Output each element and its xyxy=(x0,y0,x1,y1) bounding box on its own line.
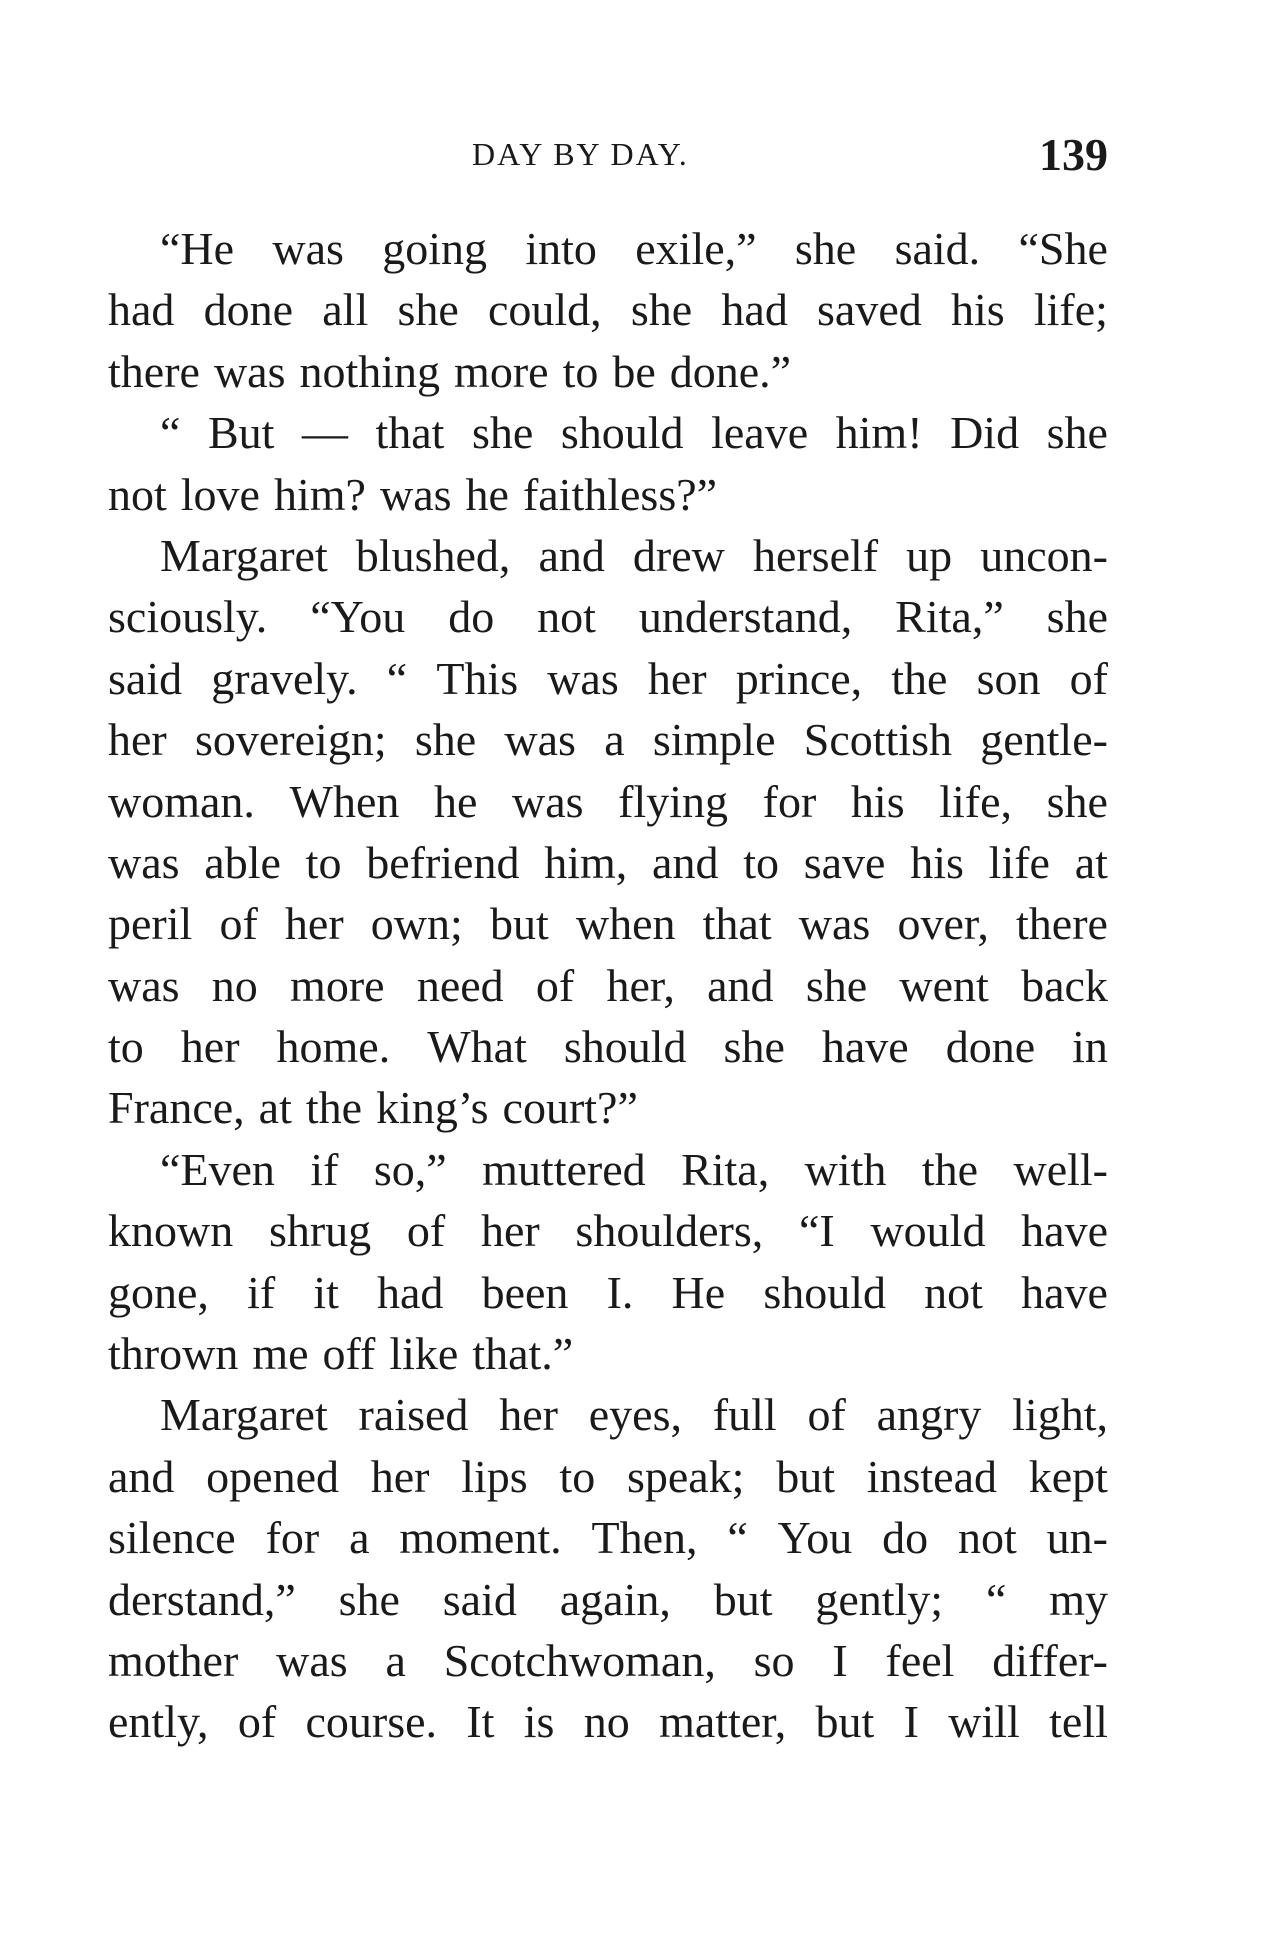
text-line: woman. When he was flying for his life, she xyxy=(108,775,1108,827)
page-number: 139 xyxy=(1039,129,1108,180)
text-line: Margaret raised her eyes, full of angry light, xyxy=(160,1389,1108,1441)
text-line: Margaret blushed, and drew herself up uncon- xyxy=(160,529,1108,581)
text-line: had done all she could, she had saved his life; xyxy=(108,284,1108,336)
text-line: gone, if it had been I. He should not have xyxy=(108,1266,1108,1318)
text-line: derstand,” she said again, but gently; “ my xyxy=(108,1573,1108,1625)
text-line: to her home. What should she have done in xyxy=(108,1021,1108,1073)
text-line: peril of her own; but when that was over, there xyxy=(108,898,1108,950)
text-line: there was nothing more to be done.” xyxy=(108,345,792,397)
text-line: not love him? was he faithless?” xyxy=(108,468,718,520)
text-line: said gravely. “ This was her prince, the son of xyxy=(108,652,1108,704)
text-line: and opened her lips to speak; but instead kept xyxy=(108,1450,1108,1502)
text-line: known shrug of her shoulders, “I would have xyxy=(108,1205,1108,1257)
text-line: “Even if so,” muttered Rita, with the well- xyxy=(160,1143,1108,1195)
text-line: ently, of course. It is no matter, but I will tell xyxy=(108,1696,1108,1748)
page-header xyxy=(108,128,1108,180)
text-line: was no more need of her, and she went back xyxy=(108,959,1108,1011)
text-line: “He was going into exile,” she said. “She xyxy=(160,223,1108,274)
running-title: DAY BY DAY. xyxy=(472,136,689,172)
text-line: France, at the king’s court?” xyxy=(108,1082,638,1134)
text-line: mother was a Scotchwoman, so I feel differ- xyxy=(108,1634,1108,1686)
text-line: was able to befriend him, and to save his life at xyxy=(108,836,1108,888)
body-text xyxy=(108,218,1108,1753)
text-line: thrown me off like that.” xyxy=(108,1328,574,1380)
text-line: sciously. “You do not understand, Rita,” she xyxy=(108,591,1108,643)
text-line: silence for a moment. Then, “ You do not un- xyxy=(108,1512,1108,1564)
text-line: her sovereign; she was a simple Scottish gentle- xyxy=(108,714,1108,766)
text-line: “ But — that she should leave him! Did she xyxy=(160,407,1108,459)
